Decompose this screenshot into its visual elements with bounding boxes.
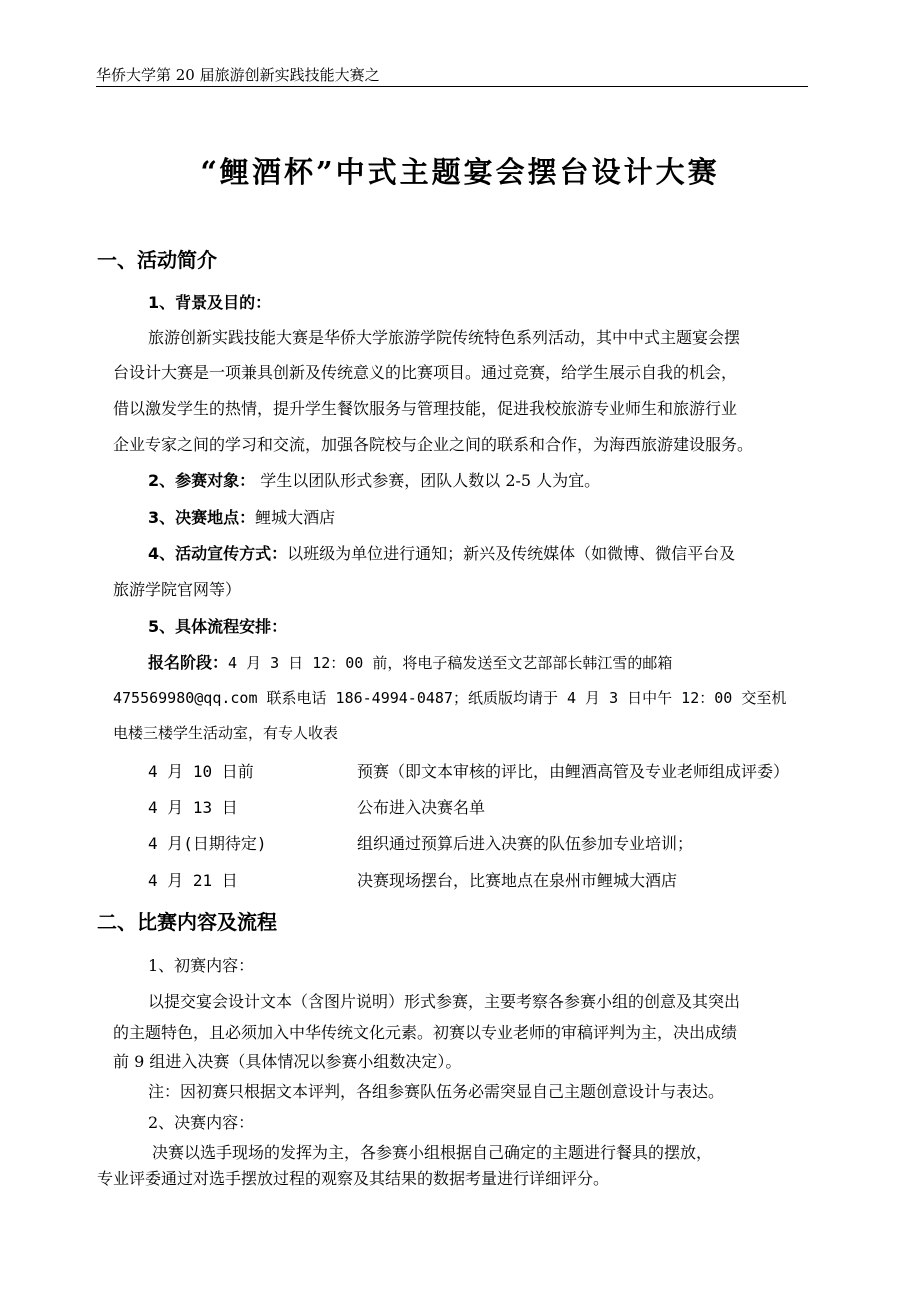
paragraph-line: 旅游创新实践技能大赛是华侨大学旅游学院传统特色系列活动，其中中式主题宴会摆 xyxy=(148,328,741,347)
paragraph-line: 决赛以选手现场的发挥为主，各参赛小组根据自己确定的主题进行餐具的摆放， xyxy=(152,1143,713,1162)
registration-label: 报名阶段： xyxy=(148,653,229,672)
schedule-date: 4 月 13 日 xyxy=(148,798,238,817)
schedule-desc: 组织通过预算后进入决赛的队伍参加专业培训； xyxy=(357,834,694,853)
schedule-date: 4 月(日期待定) xyxy=(148,834,267,853)
section-heading-content: 二、比赛内容及流程 xyxy=(97,910,277,934)
paragraph-line: 的主题特色，且必须加入中华传统文化元素。初赛以专业老师的审稿评判为主，决出成绩 xyxy=(113,1023,738,1042)
schedule-desc: 公布进入决赛名单 xyxy=(357,798,486,817)
note-text: 注：因初赛只根据文本评判，各组参赛队伍务必需突显自己主题创意设计与表达。 xyxy=(148,1082,725,1101)
section-heading-intro: 一、活动简介 xyxy=(97,248,217,272)
sub-heading-prelim: 1、初赛内容： xyxy=(148,956,255,975)
item-publicity xyxy=(148,541,735,564)
schedule-date: 4 月 21 日 xyxy=(148,871,238,890)
registration-line-3: 电楼三楼学生活动室，有专人收表 xyxy=(113,724,339,742)
schedule-date: 4 月 10 日前 xyxy=(148,762,254,781)
item-participants xyxy=(148,468,600,491)
paragraph-line: 专业评委通过对选手摆放过程的观察及其结果的数据考量进行详细评分。 xyxy=(97,1169,610,1188)
sub-heading-final: 2、决赛内容： xyxy=(148,1113,255,1132)
paragraph-line: 台设计大赛是一项兼具创新及传统意义的比赛项目。通过竞赛，给学生展示自我的机会， xyxy=(113,363,738,382)
item-participants-text: 学生以团队形式参赛，团队人数以 2-5 人为宜。 xyxy=(255,471,601,490)
paragraph-line: 以提交宴会设计文本（含图片说明）形式参赛，主要考察各参赛小组的创意及其突出 xyxy=(148,992,741,1011)
paragraph-line: 借以激发学生的热情，提升学生餐饮服务与管理技能，促进我校旅游专业师生和旅游行业 xyxy=(113,399,738,418)
paragraph-line: 前 9 组进入决赛（具体情况以参赛小组数决定）。 xyxy=(113,1052,462,1071)
item-participants-label: 2、参赛对象： xyxy=(148,471,256,490)
schedule-desc: 预赛（即文本审核的评比，由鲤酒高管及专业老师组成评委） xyxy=(357,762,790,781)
item-background-label: 1、背景及目的： xyxy=(148,293,272,312)
item-publicity-text: 以班级为单位进行通知；新兴及传统媒体（如微博、微信平台及 xyxy=(287,544,736,563)
registration-text: 4 月 3 日 12：00 前，将电子稿发送至文艺部部长韩江雪的邮箱 xyxy=(228,654,673,672)
item-venue xyxy=(148,505,335,528)
item-venue-label: 3、决赛地点： xyxy=(148,508,256,527)
item-publicity-text-continued: 旅游学院官网等） xyxy=(113,580,242,599)
schedule-desc: 决赛现场摆台，比赛地点在泉州市鲤城大酒店 xyxy=(357,871,678,890)
item-venue-text: 鲤城大酒店 xyxy=(255,508,336,527)
registration-line-2: 475569980@qq.com 联系电话 186-4994-0487；纸质版均请于 4 月 3 日中午 12：00 交至机 xyxy=(113,689,787,707)
item-publicity-label: 4、活动宣传方式： xyxy=(148,544,288,563)
paragraph-line: 企业专家之间的学习和交流，加强各院校与企业之间的联系和合作，为海西旅游建设服务。 xyxy=(113,435,754,454)
registration-line xyxy=(148,650,672,673)
page-header: 华侨大学第 20 届旅游创新实践技能大赛之 xyxy=(96,64,808,87)
item-schedule-label: 5、具体流程安排： xyxy=(148,617,288,636)
page-title: “鲤酒杯”中式主题宴会摆台设计大赛 xyxy=(200,155,720,189)
